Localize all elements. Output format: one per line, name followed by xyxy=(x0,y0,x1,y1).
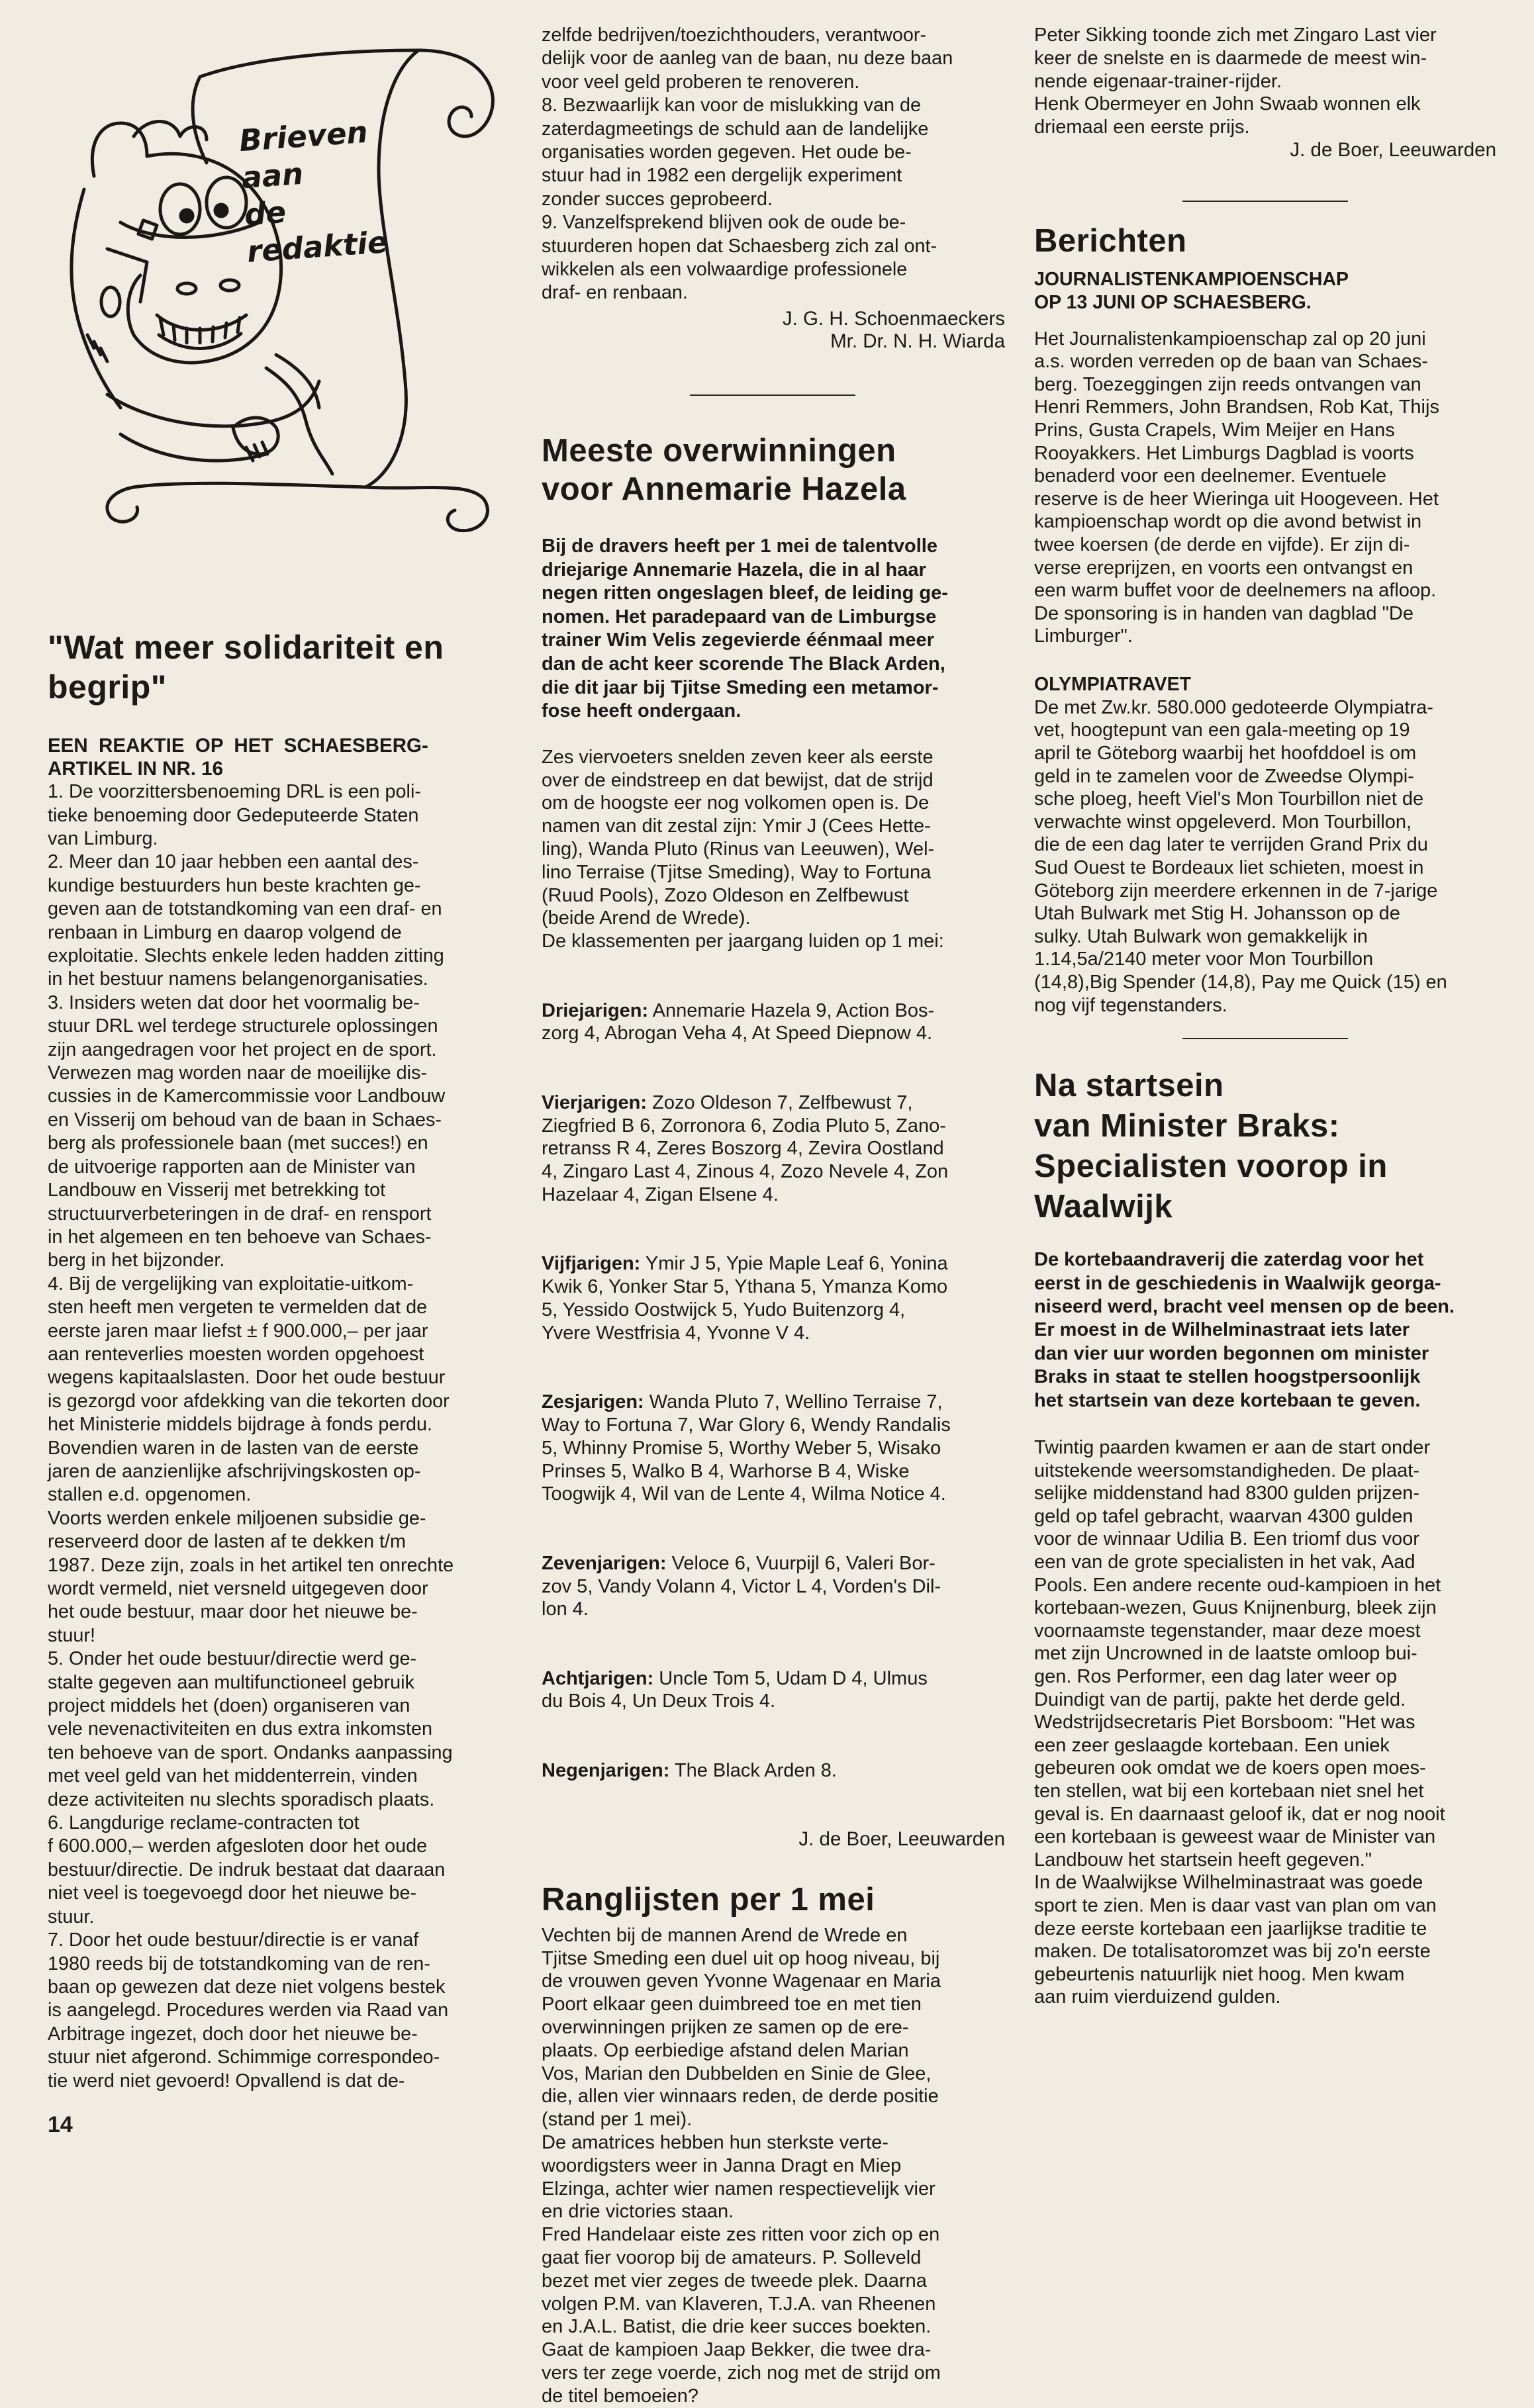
group-label: Achtjarigen: xyxy=(542,1667,654,1689)
column-right xyxy=(1034,24,1496,2009)
cartoon-title-line-2: de redaktie xyxy=(243,194,389,269)
hazela-group-zevenjarigen xyxy=(542,1552,1005,1621)
ranglijsten-body: Vechten bij de mannen Arend de Wrede en Tjitse Smeding een duel uit op hoog niveau, bij de vrouwen geven Yvonne Wagenaar en Maria Poort elkaar geen duimbreed toe en met tien overwinningen prijken ze samen op de ere- plaats. Op eerbiedige afstand delen Marian Vos, Marian den Dubbelden en Sinie de Glee, die, allen vier winnaars reden, de derde positie (stand per 1 mei). De amatrices hebben hun sterkste verte- woordigsters weer in Janna Dragt en Miep Elzinga, achter wier namen respectievelijk vier en drie victories staan. Fred Handelaar eiste zes ritten voor zich op en gaat fier voorop bij de amateurs. P. Solleveld bezet met vier zeges de tweede plek. Daarna volgen P.M. van Klaveren, T.J.A. van Rheenen en J.A.L. Batist, die drie keer succes boekten. Gaat de kampioen Jaap Bekker, die twee dra- vers ter zege voerde, zich nog met de strijd om de titel bemoeien? xyxy=(542,1924,941,2407)
group-label: Zevenjarigen: xyxy=(542,1552,667,1574)
cartoon-drawing xyxy=(48,24,504,533)
letter-article xyxy=(48,627,504,2093)
braks-body: Twintig paarden kwamen er aan de start onder uitstekende weersomstandigheden. De plaat- selijke middenstand had 8300 gulden prijzen- geld op tafel gebracht, waarvan 4300 gulden voor de winnaar Udilia B. Een triomf dus voor een van de grote specialisten in het vak, Aad Pools. Een andere recente oud-kampioen in het kortebaan-wezen, Guus Knijnenburg, bleek zijn voornaamste tegenstander, maar deze moest met zijn Uncrowned in de laatste omloop bui- gen. Ros Performer, een dag later weer op Duindigt van de partij, pakte het derde geld. Wedstrijdsecretaris Piet Borsboom: "Het was een zeer geslaagde kortebaan. Een uniek gebeuren ook omdat we de koers open moes- ten stellen, wat bij een kortebaan niet snel het geval is. En daarnaast geloof ik, dat er nog nooit een kortebaan is geweest waar de Minister van Landbouw het startsein heeft gegeven." In de Waalwijkse Wilhelminastraat was goede sport te zien. Men is daar vast van plan om van deze eerste kortebaan een jaarlijkse traditie te maken. De totalisatoromzet was bij zo'n eerste gebeurtenis natuurlijk niet hoog. Men kwam aan ruim vierduizend gulden. xyxy=(1034,1437,1445,2008)
hazela-body: Zes viervoeters snelden zeven keer als eerste over de eindstreep en dat bewijst, dat de strijd om de hoogste eer nog volkomen open is. De namen van dit zestal zijn: Ymir J (Cees Hette- ling), Wanda Pluto (Rinus van Leeuwen), Wel- lino Terraise (Tjitse Smeding), Way to Fortuna (Ruud Pools), Zozo Oldeson en Zelfbewust (beide Arend de Wrede). De klassementen per jaargang luiden op 1 mei: xyxy=(542,746,944,952)
berichten-sub-2: OLYMPIATRAVET xyxy=(1034,673,1191,695)
hazela-headline-line-1: Meeste overwinningen xyxy=(542,433,896,469)
berichten-sub-1: JOURNALISTENKAMPIOENSCHAP OP 13 JUNI OP SCHAESBERG. xyxy=(1034,268,1349,313)
hazela-continued xyxy=(1034,24,1496,162)
col3-top-signature: J. de Boer, Leeuwarden xyxy=(1290,138,1496,161)
group-label: Vijfjarigen: xyxy=(542,1253,641,1275)
letter-body-part-2: zelfde bedrijven/toezichthouders, verantwoor- delijk voor de aanleg van de baan, nu deze baan voor veel geld proberen te renoveren. 8. Bezwaarlijk kan voor de mislukking van de zaterdagmeetings de schuld aan de landelijke organisaties worden gegeven. Het oude be- stuur had in 1982 een dergelijk experiment zonder succes geprobeerd. 9. Vanzelfsprekend blijven ook de oude be- stuurderen hopen dat Schaesberg zich zal ont- wikkelen als een volwaardige professionele draf- en renbaan. xyxy=(542,24,953,304)
divider xyxy=(1182,1038,1348,1039)
letter-signature-2: Mr. Dr. N. H. Wiarda xyxy=(830,330,1005,353)
hazela-group-list xyxy=(542,953,1005,1828)
letter-body-part-1: 1. De voorzittersbenoeming DRL is een poli- tieke benoeming door Gedeputeerde Staten van Limburg. 2. Meer dan 10 jaar hebben een aantal des- kundige bestuurders hun beste krachten ge- geven aan de totstandkoming van een draf- en renbaan in Limburg en daarop volgend de exploitatie. Slechts enkele leden hadden zitting in het bestuur namens belangenorganisaties. 3. Insiders weten dat door het voormalig be- stuur DRL wel terdege structurele oplossingen zijn aangedragen voor het project en de sport. Verwezen mag worden naar de moeilijke dis- cussies in de Kamercommissie voor Landbouw en Visserij om behoud van de baan in Schaes- berg als professionele baan (met succes!) en de uitvoerige rapporten aan de Minister van Landbouw en Visserij met betrekking tot structuurverbeteringen in de draf- en rensport in het algemeen en ten behoeve van Schaes- berg in het bijzonder. 4. Bij de vergelijking van exploitatie-uitkom- sten heeft men vergeten te vermelden dat de eerste jaren maar liefst ± f 900.000,– per jaar aan renteverlies moesten worden opgehoest wegens kapitaalslasten. Door het oude bestuur is gezorgd voor afdekking van die tekorten door het Ministerie middels bijdrage à fonds perdu. Bovendien waren in de lasten van de eerste jaren de aanzienlijke afschrijvingskosten op- stallen e.d. opgenomen. Voorts werden enkele miljoenen subsidie ge- reserveerd door de lasten af te dekken t/m 1987. Deze zijn, zoals in het artikel ten onrechte wordt vermeld, niet versneld uitgegeven door het oude bestuur, maar door het nieuwe be- stuur! 5. Onder het oude bestuur/directie werd ge- stalte gegeven aan multifunctioneel gebruik project middels het (doen) organiseren van vele nevenactiviteiten en dus extra inkomsten ten behoeve van de sport. Ondanks aanpassing met veel geld van het middenterrein, vinden deze activiteiten nu slechts sporadisch plaats. 6. Langdurige reclame-contracten tot f 600.000,– werden afgesloten door het oude bestuur/directie. De indruk bestaat dat daaraan niet veel is toegevoegd door het nieuwe be- stuur. 7. Door het oude bestuur/directie is er vanaf 1980 reeds bij de totstandkoming van de ren- baan op gewezen dat deze niet volgens bestek is aangelegd. Procedures werden via Raad van Arbitrage ingezet, doch door het nieuwe be- stuur niet afgerond. Schimmige correspondeo- tie werd niet gevoerd! Opvallend is dat de- xyxy=(48,781,454,2092)
hazela-group-negenjarigen xyxy=(542,1759,1005,1783)
cartoon-title xyxy=(238,111,420,271)
berichten-headline: Berichten xyxy=(1034,222,1187,259)
letter-kicker-line-2: ARTIKEL IN NR. 16 xyxy=(48,757,223,780)
hazela-group-driejarigen xyxy=(542,999,1005,1046)
braks-headline-line-2: van Minister Braks: xyxy=(1034,1108,1340,1144)
cartoon-title-line-1: Brieven aan xyxy=(238,114,369,196)
group-label: Driejarigen: xyxy=(542,999,649,1021)
divider xyxy=(690,394,855,396)
page-number: 14 xyxy=(48,2112,73,2137)
hazela-group-vijfjarigen xyxy=(542,1252,1005,1344)
group-text: Ymir J 5, Ypie Maple Leaf 6, Yonina Kwik 6, Yonker Star 5, Ythana 5, Ymanza Komo 5, Yessido Oostwijck 5, Yudo Buitenzorg 4, Yvere Westfrisia 4, Yvonne V 4. xyxy=(542,1253,948,1344)
group-label: Zesjarigen: xyxy=(542,1391,644,1413)
braks-headline-line-3: Specialisten voorop in xyxy=(1034,1148,1388,1185)
group-text: The Black Arden 8. xyxy=(669,1759,837,1781)
group-text: Veloce 6, Vuurpijl 6, Valeri Bor- zov 5, Vandy Volann 4, Victor L 4, Vorden's Dil- lon 4. xyxy=(542,1552,941,1620)
hazela-group-achtjarigen xyxy=(542,1667,1005,1714)
berichten-body-1: Het Journalistenkampioenschap zal op 20 juni a.s. worden verreden op de baan van Schaes- berg. Toezeggingen zijn reeds ontvangen van Henri Remmers, John Brandsen, Rob Kat, Thijs Prins, Gusta Crapels, Wim Meijer en Hans Rooyakkers. Het Limburgs Dagblad is voorts benaderd voor een deelnemer. Eventuele reserve is de heer Wieringa uit Hoogeveen. Het kampioenschap wordt op die avond betwist in twee koersen (de derde en vijfde). Er zijn di- verse ereprijzen, en voorts een ontvangst en een warm buffet voor de deelnemers na afloop. De sponsoring is in handen van dagblad "De Limburger". xyxy=(1034,328,1439,647)
ranglijsten-article xyxy=(542,1880,1005,2408)
braks-headline xyxy=(1034,1066,1496,1227)
letter-headline xyxy=(48,627,504,707)
group-text: Zozo Oldeson 7, Zelfbewust 7, Ziegfried B 6, Zorronora 6, Zodia Pluto 5, Zano- retranss R 4, Zeres Boszorg 4, Zevira Oostland 4, Zingaro Last 4, Zinous 4, Zozo Nevele 4, Zon Hazelaar 4, Zigan Elsene 4. xyxy=(542,1091,949,1205)
letter-kicker-line-1: EEN REAKTIE OP HET SCHAESBERG- xyxy=(48,735,428,757)
hazela-group-zesjarigen xyxy=(542,1391,1005,1506)
hazela-headline xyxy=(542,432,1005,508)
hazela-lead: Bij de dravers heeft per 1 mei de talentvolle driejarige Annemarie Hazela, die in al haar negen ritten ongeslagen bleef, de leiding ge- nomen. Het paradepaard van de Limburgse trainer Wim Velis zegevierde éénmaal meer dan de acht keer scorende The Black Arden, die dit jaar bij Tjitse Smeding een metamor- fose heeft ondergaan. xyxy=(542,535,948,722)
column-middle xyxy=(542,24,1005,2408)
letter-headline-line-2: begrip" xyxy=(48,669,167,706)
hazela-signature: J. de Boer, Leeuwarden xyxy=(798,1828,1005,1851)
berichten-article xyxy=(1034,222,1496,1017)
hazela-article xyxy=(542,432,1005,1851)
braks-article xyxy=(1034,1066,1496,2009)
divider xyxy=(1182,201,1348,202)
group-label: Vierjarigen: xyxy=(542,1091,647,1113)
hazela-group-vierjarigen xyxy=(542,1091,1005,1207)
braks-headline-line-4: Waalwijk xyxy=(1034,1189,1173,1225)
braks-headline-line-1: Na startsein xyxy=(1034,1068,1224,1104)
horse-with-quill-icon xyxy=(48,24,504,533)
ranglijsten-headline: Ranglijsten per 1 mei xyxy=(542,1881,875,1918)
group-text: Annemarie Hazela 9, Action Bos- zorg 4, Abrogan Veha 4, At Speed Diepnow 4. xyxy=(542,999,935,1044)
letter-headline-line-1: "Wat meer solidariteit en xyxy=(48,629,444,666)
hazela-headline-line-2: voor Annemarie Hazela xyxy=(542,471,906,508)
letter-signature-1: J. G. H. Schoenmaeckers xyxy=(782,307,1005,330)
letter-continued xyxy=(542,24,1005,353)
braks-lead: De kortebaandraverij die zaterdag voor het eerst in de geschiedenis in Waalwijk georga- niseerd werd, bracht veel mensen op de been. Er moest in de Wilhelminastraat iets later dan vier uur worden begonnen om minister Braks in staat te stellen hoogstpersoonlijk het startsein van deze kortebaan te geven. xyxy=(1034,1249,1455,1411)
group-label: Negenjarigen: xyxy=(542,1759,670,1781)
group-text: Wanda Pluto 7, Wellino Terraise 7, Way to Fortuna 7, War Glory 6, Wendy Randalis 5, Whinny Promise 5, Worthy Weber 5, Wisako Prinses 5, Walko B 4, Warhorse B 4, Wiske Toogwijk 4, Wil van de Lente 4, Wilma Notice 4. xyxy=(542,1391,951,1505)
group-text: Uncle Tom 5, Udam D 4, Ulmus du Bois 4, Un Deux Trois 4. xyxy=(542,1667,928,1712)
col3-top-body: Peter Sikking toonde zich met Zingaro Last vier keer de snelste en is daarmede de meest win- nende eigenaar-trainer-rijder. Henk Obermeyer en John Swaab wonnen elk driemaal een eerste prijs. xyxy=(1034,24,1437,138)
berichten-body-2: De met Zw.kr. 580.000 gedoteerde Olympiatra- vet, hoogtepunt van een gala-meeting op 19 april te Göteborg waarbij het hoofddoel is om geld in te zamelen voor de Zweedse Olympi- sche ploeg, heeft Viel's Mon Tourbillon niet de verwachte winst opgeleverd. Mon Tourbillon, die de een dag later te verrijden Grand Prix du Sud Ouest te Bordeaux liet schieten, moest in Göteborg zijn meerdere erkennen in de 7-jarige Utah Bulwark met Stig H. Johansson op de sulky. Utah Bulwark won gemakkelijk in 1.14,5a/2140 meter voor Mon Tourbillon (14,8),Big Spender (14,8), Pay me Quick (15) en nog vijf tegenstanders. xyxy=(1034,696,1447,1016)
